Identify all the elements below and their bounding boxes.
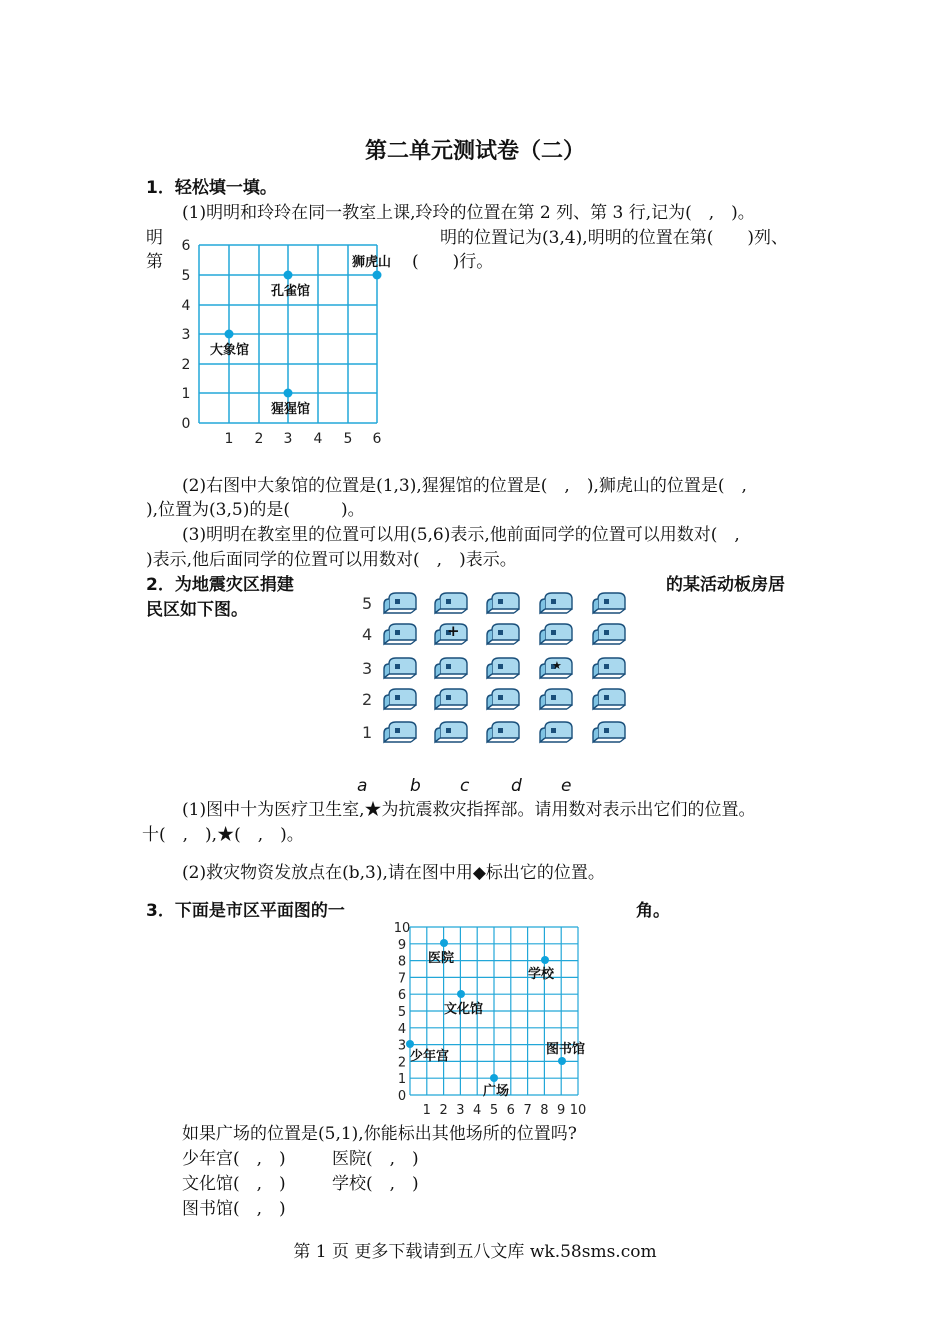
q3-answer-school: 学校( , )	[332, 1174, 419, 1194]
q1-p1-line1: (1)明明和玲玲在同一教室上课,玲玲的位置在第 2 列、第 3 行,记为( , )。	[182, 203, 755, 223]
q3-answer-hospital: 医院( , )	[332, 1149, 419, 1169]
square-label: 广场	[483, 1084, 510, 1099]
shelter-house	[593, 624, 625, 644]
q1-p2-line2: ),位置为(3,5)的是( )。	[146, 500, 365, 520]
shelter-house	[487, 624, 519, 644]
city-x-tick: 2	[439, 1103, 448, 1118]
zoo-y-tick: 0	[181, 416, 191, 432]
city-x-tick: 3	[456, 1103, 465, 1118]
zoo-y-tick: 4	[181, 298, 191, 314]
city-y-tick: 5	[397, 1005, 407, 1020]
city-x-tick: 10	[569, 1103, 587, 1118]
q3-question: 如果广场的位置是(5,1),你能标出其他场所的位置吗?	[182, 1124, 577, 1144]
city-y-tick: 4	[397, 1021, 407, 1037]
city-x-tick: 5	[489, 1103, 499, 1118]
shelter-col-label: c	[460, 776, 470, 796]
hospital-point	[440, 939, 448, 947]
zoo-y-tick: 6	[181, 238, 191, 254]
shelter-house	[487, 689, 519, 709]
q1-p1-left2: 第	[146, 252, 163, 272]
elephant-hall-point	[225, 330, 234, 339]
page-title: 第二单元测试卷（二）	[364, 138, 585, 164]
q1-p1-line2: 明的位置记为(3,4),明明的位置在第( )列、	[440, 228, 788, 248]
city-x-tick: 9	[557, 1103, 566, 1118]
q2-p1-line2: 十( , ),★( , )。	[142, 825, 304, 845]
q2-p2: (2)救灾物资发放点在(b,3),请在图中用◆标出它的位置。	[182, 863, 605, 883]
shelter-house	[384, 689, 416, 709]
zoo-x-tick: 5	[343, 431, 353, 447]
city-y-tick: 2	[397, 1055, 407, 1071]
clinic-cross-mark: +	[447, 622, 460, 640]
q3-heading-left: 3．下面是市区平面图的一	[146, 901, 345, 921]
shelter-house	[384, 624, 416, 644]
zoo-x-tick: 6	[372, 431, 382, 447]
shelter-house	[435, 689, 467, 709]
hospital-label: 医院	[428, 951, 455, 966]
city-y-tick: 8	[397, 954, 407, 970]
shelter-house	[540, 722, 572, 742]
city-y-tick: 3	[397, 1038, 407, 1054]
shelter-row-label: 5	[362, 594, 373, 613]
zoo-x-tick: 2	[254, 431, 264, 447]
shelter-row-label: 4	[362, 625, 373, 644]
school-point	[541, 956, 549, 964]
q2-heading-left: 2．为地震灾区捐建	[146, 575, 294, 595]
shelter-col-label: e	[561, 776, 572, 796]
shelter-house	[593, 722, 625, 742]
zoo-grid	[170, 232, 420, 452]
shelter-house	[593, 658, 625, 678]
q3-answer-culture-hall: 文化馆( , )	[182, 1174, 286, 1194]
zoo-x-tick: 1	[224, 431, 234, 447]
zoo-x-tick: 4	[313, 431, 323, 447]
square-point	[490, 1074, 498, 1082]
shelter-house	[593, 689, 625, 709]
shelter-house	[435, 593, 467, 613]
library-point	[558, 1057, 566, 1065]
city-y-tick: 7	[397, 971, 407, 987]
city-x-tick: 7	[523, 1103, 532, 1118]
q1-p1-line3: ( )行。	[412, 252, 494, 272]
q2-p1-line1: (1)图中十为医疗卫生室,★为抗震救灾指挥部。请用数对表示出它们的位置。	[182, 800, 756, 820]
shelter-house	[540, 593, 572, 613]
zoo-y-tick: 2	[181, 357, 191, 373]
command-star-mark: ★	[552, 659, 562, 672]
lion-mountain-point	[373, 271, 382, 280]
monkey-hall-label: 猩猩馆	[271, 402, 311, 417]
city-x-tick: 6	[506, 1103, 515, 1118]
zoo-y-tick: 3	[181, 327, 191, 343]
shelter-row-label: 2	[362, 690, 373, 709]
q1-p2-line1: (2)右图中大象馆的位置是(1,3),猩猩馆的位置是( , ),狮虎山的位置是( ,	[182, 476, 747, 496]
shelter-house	[540, 689, 572, 709]
shelter-house	[435, 722, 467, 742]
shelter-house	[487, 658, 519, 678]
q3-heading-right: 角。	[636, 901, 670, 921]
page-footer: 第 1 页 更多下载请到五八文库 wk.58sms.com	[293, 1242, 657, 1262]
shelter-grid	[350, 583, 640, 803]
school-label: 学校	[528, 967, 555, 982]
shelter-house	[384, 722, 416, 742]
city-y-tick: 6	[397, 988, 407, 1004]
zoo-x-tick: 3	[283, 431, 293, 447]
q2-heading-line2: 民区如下图。	[146, 600, 248, 620]
shelter-house	[487, 593, 519, 613]
q3-answer-library: 图书馆( , )	[182, 1199, 286, 1219]
shelter-house	[435, 658, 467, 678]
q3-answer-youth-palace: 少年宫( , )	[182, 1149, 286, 1169]
q2-heading-right: 的某活动板房居	[666, 575, 785, 595]
q1-heading: 1．轻松填一填。	[146, 178, 277, 198]
youth-palace-label: 少年宫	[410, 1049, 450, 1064]
shelter-house	[384, 658, 416, 678]
elephant-hall-label: 大象馆	[210, 343, 250, 358]
city-map-grid	[388, 912, 608, 1122]
monkey-hall-point	[284, 389, 293, 398]
q1-p3-line1: (3)明明在教室里的位置可以用(5,6)表示,他前面同学的位置可以用数对( ,	[182, 525, 740, 545]
zoo-y-tick: 5	[181, 268, 191, 284]
city-y-tick: 0	[397, 1089, 407, 1104]
shelter-house	[487, 722, 519, 742]
shelter-house	[540, 624, 572, 644]
city-x-tick: 1	[422, 1103, 431, 1118]
city-y-tick: 1	[397, 1072, 407, 1088]
shelter-house	[384, 593, 416, 613]
shelter-row-label: 1	[362, 723, 373, 742]
peacock-hall-point	[284, 271, 293, 280]
city-x-tick: 8	[540, 1103, 549, 1118]
peacock-hall-label: 孔雀馆	[271, 284, 311, 299]
lion-mountain-label: 狮虎山	[352, 255, 392, 270]
city-y-tick: 10	[393, 921, 411, 936]
culture-hall-label: 文化馆	[444, 1002, 484, 1017]
zoo-y-tick: 1	[181, 386, 191, 402]
shelter-col-label: a	[357, 776, 368, 796]
city-y-tick: 9	[397, 937, 407, 953]
q1-p1-left1: 明	[146, 228, 163, 248]
shelter-row-label: 3	[362, 659, 373, 678]
culture-hall-point	[457, 990, 465, 998]
city-x-tick: 4	[473, 1103, 482, 1118]
shelter-col-label: d	[511, 776, 522, 796]
q1-p3-line2: )表示,他后面同学的位置可以用数对( , )表示。	[146, 550, 517, 570]
library-label: 图书馆	[546, 1042, 586, 1057]
shelter-col-label: b	[410, 776, 421, 796]
youth-palace-point	[406, 1040, 414, 1048]
shelter-house	[593, 593, 625, 613]
